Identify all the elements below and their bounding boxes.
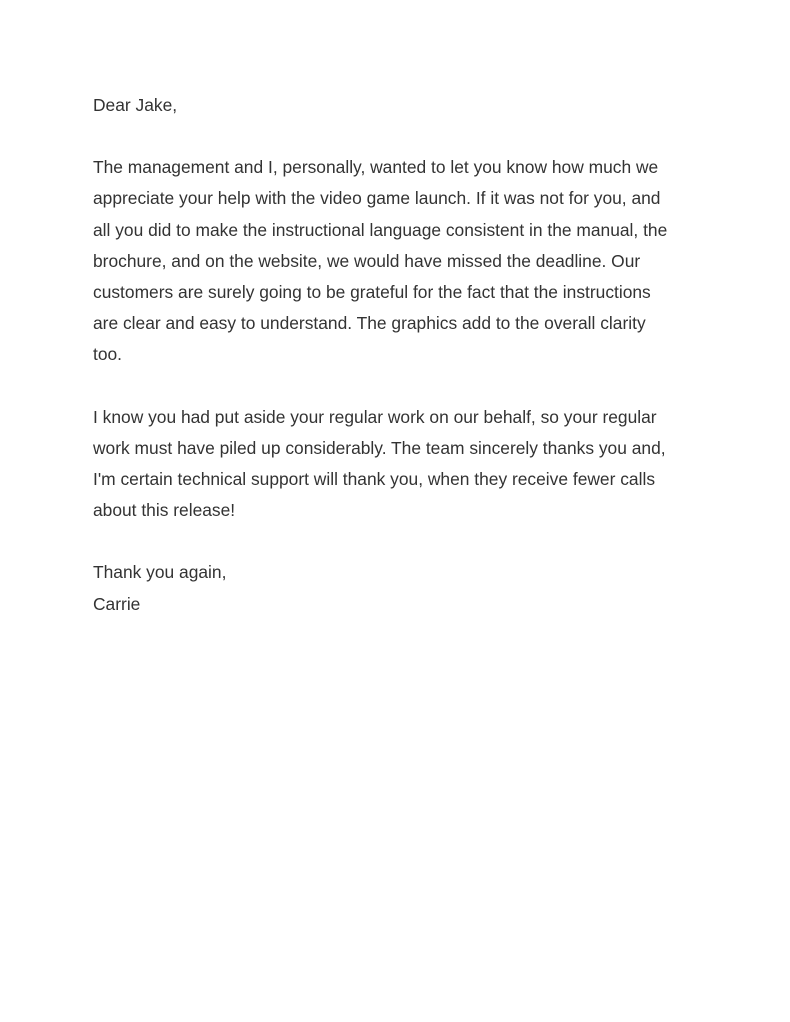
text-line: I know you had put aside your regular work on our behalf, so your regular xyxy=(93,406,657,427)
text-line: I'm certain technical support will thank you, when they receive fewer calls xyxy=(93,469,656,490)
paragraph-1 xyxy=(93,152,703,370)
text-line: The management and I, personally, wanted to let you know how much we xyxy=(93,157,659,178)
salutation: Dear Jake, xyxy=(93,95,178,115)
signature: Carrie xyxy=(93,593,141,614)
text-line: appreciate your help with the video game launch. If it was not for you, and xyxy=(93,188,661,209)
text-line: all you did to make the instructional language consistent in the manual, the xyxy=(93,219,668,240)
text-line: too. xyxy=(93,344,123,365)
text-line: are clear and easy to understand. The graphics add to the overall clarity xyxy=(93,313,646,334)
letter-body xyxy=(93,90,703,620)
text-line: work must have piled up considerably. The team sincerely thanks you and, xyxy=(93,437,666,458)
paragraph-2 xyxy=(93,402,703,527)
text-line: brochure, and on the website, we would have missed the deadline. Our xyxy=(93,250,641,271)
text-line: about this release! xyxy=(93,500,236,521)
closing: Thank you again, xyxy=(93,562,227,583)
text-line: customers are surely going to be grateful for the fact that the instructions xyxy=(93,282,651,303)
